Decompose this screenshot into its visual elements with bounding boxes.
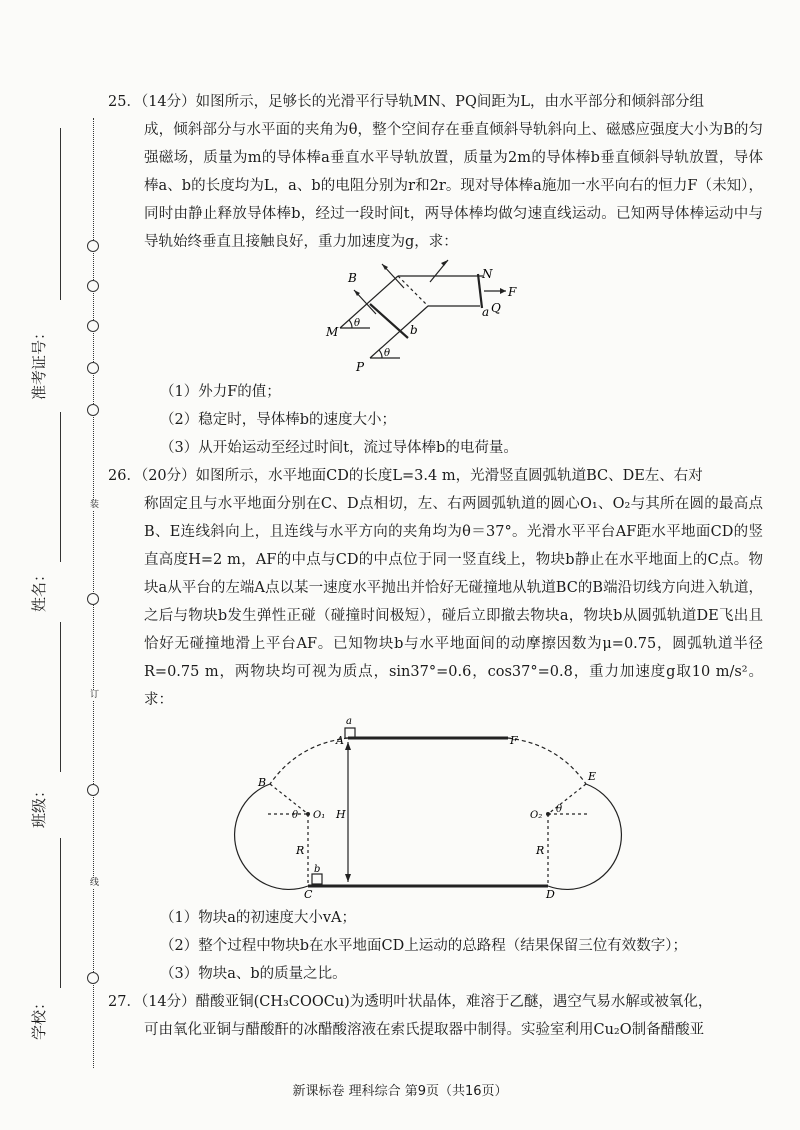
q27-body: 可由氧化亚铜与醋酸酐的冰醋酸溶液在索氏提取器中制得。实验室利用Cu₂O制备醋酸亚	[144, 1022, 705, 1038]
q26-sub-2: （2）整个过程中物块b在水平地面CD上运动的总路程（结果保留三位有效数字）；	[160, 938, 687, 954]
binding-circle-icon	[87, 362, 99, 374]
fig1-label-b: b	[410, 323, 418, 337]
q26-figure	[108, 714, 763, 904]
page-footer: 新课标卷 理科综合 第9页（共16页）	[292, 1084, 508, 1099]
school-rule	[60, 838, 61, 988]
binding-circle-icon	[87, 280, 99, 292]
binding-char-zhuang: 装	[90, 500, 100, 510]
fig1-label-M: M	[326, 325, 339, 339]
fig1-label-P: P	[356, 360, 365, 374]
fig2-label-D: D	[546, 888, 555, 901]
q25-sub-2: （2）稳定时，导体棒b的速度大小；	[160, 412, 397, 428]
class-rule	[60, 622, 61, 772]
fig2-label-theta-right: θ	[556, 804, 563, 815]
fig2-label-theta-left: θ	[292, 810, 299, 821]
binding-margin	[0, 0, 110, 1130]
exam-no-rule	[60, 128, 61, 300]
q26-sub-3: （3）物块a、b的质量之比。	[160, 966, 347, 982]
fig1-label-theta1: θ	[354, 318, 361, 329]
q25-head: 25．（14分）如图所示，足够长的光滑平行导轨MN、PQ间距为L，由水平部分和倾斜部分组	[108, 94, 704, 110]
fig1-label-Q: Q	[491, 301, 501, 315]
fig2-label-R-right: R	[536, 844, 545, 857]
q27-head: 27．（14分）醋酸亚铜(CH₃COOCu)为透明叶状晶体，难溶于乙醚，遇空气易水解或被氧化，	[108, 994, 713, 1010]
fig2-label-F: F	[510, 734, 518, 747]
fig2-label-b: b	[314, 864, 321, 875]
binding-char-xian: 线	[90, 878, 100, 888]
fig1-label-theta2: θ	[384, 348, 391, 359]
binding-circle-icon	[87, 593, 99, 605]
binding-circle-icon	[87, 784, 99, 796]
school-label: 学校：	[30, 994, 48, 1040]
fig2-label-R-left: R	[296, 844, 305, 857]
page-content	[108, 88, 763, 1044]
fig2-label-O2: O₂	[530, 810, 543, 821]
q25-sub-1: （1）外力F的值；	[160, 384, 281, 400]
q25-figure	[108, 256, 763, 378]
binding-circle-icon	[87, 240, 99, 252]
fig2-label-a: a	[346, 716, 352, 727]
fig1-label-F: F	[508, 285, 517, 299]
fig1-label-B: B	[348, 271, 357, 285]
q26-head: 26．（20分）如图所示，水平地面CD的长度L=3.4 m，光滑竖直圆弧轨道BC、DE左、右对	[108, 468, 703, 484]
name-rule	[60, 412, 61, 562]
q25-body: 成，倾斜部分与水平面的夹角为θ，整个空间存在垂直倾斜导轨斜向上、磁感应强度大小为B的匀强磁场，质量为m的导体棒a垂直水平导轨放置，质量为2m的导体棒b垂直倾斜导轨放置，导体棒a、b的长度均为L，a、b的电阻分别为r和2r。现对导体棒a施加一水平向右的恒力F（未知），同时由静止释放导体棒b，经过一段时间t，两导体棒均做匀速直线运动。已知两导体棒运动中与导轨始终垂直且接触良好，重力加速度为g，求：	[144, 122, 763, 250]
fig2-label-O1: O₁	[313, 810, 326, 821]
binding-circle-icon	[87, 320, 99, 332]
binding-circle-icon	[87, 404, 99, 416]
fig1-label-N: N	[482, 267, 493, 281]
fig2-label-H: H	[336, 808, 346, 821]
class-label: 班级：	[30, 782, 48, 828]
exam-no-label: 准考证号：	[30, 324, 48, 400]
fig2-label-B: B	[258, 776, 267, 789]
fig2-label-A: A	[336, 734, 344, 747]
q26-sub-1: （1）物块a的初速度大小vA；	[160, 910, 357, 926]
q26-body: 称固定且与水平地面分别在C、D点相切，左、右两圆弧轨道的圆心O₁、O₂与其所在圆的最高点B、E连线斜向上，且连线与水平方向的夹角均为θ＝37°。光滑水平平台AF距水平地面CD的竖直高度H=2 m，AF的中点与CD的中点位于同一竖直线上，物块b静止在水平地面上的C点。物块a从平台的左端A点以某一速度水平抛出并恰好无碰撞地从轨道BC的B端沿切线方向进入轨道，之后与物块b发生弹性正碰（碰撞时间极短），碰后立即撤去物块a，物块b从圆弧轨道DE飞出且恰好无碰撞地滑上平台AF。已知物块b与水平地面间的动摩擦因数为μ=0.75，圆弧轨道半径R=0.75 m，两物块均可视为质点，sin37°=0.6，cos37°=0.8，重力加速度g取10 m/s²。求：	[144, 496, 763, 708]
fig1-label-a: a	[482, 305, 490, 319]
fig2-label-E: E	[588, 770, 597, 783]
q25-sub-3: （3）从开始运动至经过时间t，流过导体棒b的电荷量。	[160, 440, 518, 456]
binding-circle-icon	[87, 972, 99, 984]
fig2-label-C: C	[304, 888, 313, 901]
binding-char-ding: 订	[90, 690, 100, 700]
name-label: 姓名：	[30, 566, 48, 612]
